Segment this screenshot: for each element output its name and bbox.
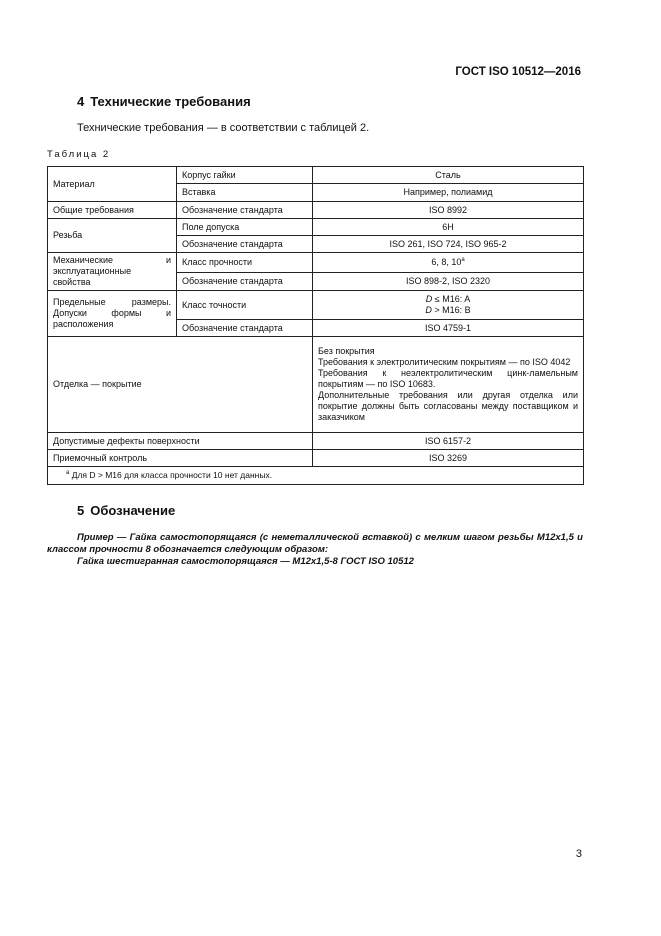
cell-value: ISO 8992 [313,202,584,219]
cell-sublabel: Поле допуска [177,219,313,236]
accuracy-line-2 [318,305,578,316]
row-label-mechanical: Механические и эксплуатационные свойства [48,253,177,291]
section-4-intro: Технические требования — в соответствии с таблицей 2. [77,122,370,134]
accuracy-line-2-text: > M16: B [431,305,471,315]
requirements-table [47,166,584,485]
cell-sublabel: Класс точности [177,291,313,320]
cell-value [313,291,584,320]
finish-line: Требования к электролитическим покрытиям — по ISO 4042 [318,357,571,367]
table-row [48,253,584,273]
section-4-title: Технические требования [90,94,251,109]
section-4-number: 4 [77,94,85,109]
table-row [48,291,584,320]
cell-sublabel: Вставка [177,184,313,202]
cell-value: ISO 4759-1 [313,320,584,337]
table-row [48,202,584,219]
cell-value: ISO 3269 [313,450,584,467]
row-label-material: Материал [48,167,177,202]
table-row [48,450,584,467]
row-label-thread: Резьба [48,219,177,253]
finish-line: Дополнительные требования или другая отделка или покрытие должны быть согласованы между поставщиком и заказчиком [318,390,578,422]
variable-d: D [425,294,433,304]
cell-sublabel: Обозначение стандарта [177,273,313,291]
designation-example [47,532,583,568]
table-row [48,433,584,450]
row-label-finish: Отделка — покрытие [48,337,313,433]
cell-value: Сталь [313,167,584,184]
cell-value: ISO 6157-2 [313,433,584,450]
table-caption: Таблица 2 [47,149,111,160]
cell-value: ISO 898-2, ISO 2320 [313,273,584,291]
cell-value [313,253,584,273]
accuracy-line-1 [318,294,578,305]
cell-value: ISO 261, ISO 724, ISO 965-2 [313,236,584,253]
accuracy-line-1-text: ≤ M16: A [432,294,471,304]
section-5-title: Обозначение [90,503,176,518]
section-4-heading [77,94,251,109]
variable-d: D [425,305,432,315]
table-row [48,219,584,236]
section-5-heading [77,503,175,518]
cell-sublabel: Класс прочности [177,253,313,273]
row-label-acceptance: Приемочный контроль [48,450,313,467]
example-designation: Гайка шестигранная самостопорящаяся — M12x1,5-8 ГОСТ ISO 10512 [77,556,414,567]
page-number: 3 [575,848,582,860]
table-footnote [48,467,584,485]
table-footnote-row [48,467,584,485]
row-label-defects: Допустимые дефекты поверхности [48,433,313,450]
example-text: Пример — Гайка самостопорящаяся (с неметаллической вставкой) с мелким шагом резьбы M12x1,5 и классом прочности 8 обозначается следующим образом: [47,532,583,555]
cell-value: Например, полиамид [313,184,584,202]
finish-value-cell [313,337,584,433]
document-header: ГОСТ ISO 10512—2016 [455,66,581,78]
table-row [48,337,584,433]
section-5-number: 5 [77,503,85,518]
finish-line: Требования к неэлектролитическим цинк-ламельным покрытиям — по ISO 10683. [318,368,578,389]
cell-sublabel: Обозначение стандарта [177,236,313,253]
cell-sublabel: Обозначение стандарта [177,202,313,219]
finish-line: Без покрытия [318,346,375,356]
footnote-mark: a [66,470,70,477]
cell-sublabel: Обозначение стандарта [177,320,313,337]
row-label-general: Общие требования [48,202,177,219]
footnote-mark: a [461,257,465,264]
strength-class-values: 6, 8, 10 [431,257,462,268]
footnote-text: Для D > M16 для класса прочности 10 нет данных. [69,470,273,480]
row-label-limits: Предельные размеры. Допуски формы и расположения [48,291,177,337]
table-row [48,167,584,184]
cell-value: 6H [313,219,584,236]
cell-sublabel: Корпус гайки [177,167,313,184]
